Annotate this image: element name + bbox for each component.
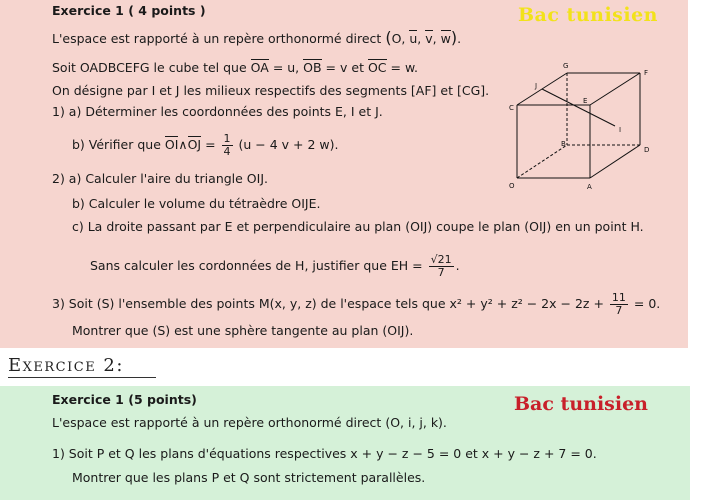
cube-label-d: D <box>644 146 650 154</box>
cube-figure <box>505 60 665 195</box>
exercise2-heading: Exercice 2: <box>8 355 124 376</box>
exercise2-question-1-show: Montrer que les plans P et Q sont strictement parallèles. <box>72 470 426 485</box>
exercise1-title: Exercice 1 ( 4 points ) <box>52 3 206 18</box>
question-2b: b) Calculer le volume du tétraèdre OIJE. <box>72 196 321 211</box>
question-3: 3) Soit (S) l'ensemble des points M(x, y, z) de l'espace tels que x² + y² + z² − 2x − 2z + $\frac{11}{7}$ = 0. <box>52 291 661 317</box>
cube-label-a: A <box>587 183 592 191</box>
question-1a: 1) a) Déterminer les coordonnées des points E, I et J. <box>52 104 383 119</box>
cube-label-e: E <box>583 97 588 105</box>
exercise1-brand: Bac tunisien <box>518 4 658 26</box>
question-2c: c) La droite passant par E et perpendiculaire au plan (OIJ) coupe le plan (OIJ) en un point H. <box>72 219 644 234</box>
cube-label-j: J <box>535 82 538 90</box>
cube-definition: Soit OADBCEFG le cube tel que OA = u, OB = v et OC = w. <box>52 60 419 75</box>
exercise2-brand: Bac tunisien <box>514 393 648 415</box>
exercise2-question-1: 1) Soit P et Q les plans d'équations respectives x + y − z − 5 = 0 et x + y − z + 7 = 0. <box>52 446 597 461</box>
midpoints-text: On désigne par I et J les milieux respectifs des segments [AF] et [CG]. <box>52 83 490 98</box>
question-3-show: Montrer que (S) est une sphère tangente au plan (OIJ). <box>72 323 414 338</box>
question-2c-eh: Sans calculer les cordonnées de H, justifier que EH = $\frac{√21}{7}$ . <box>90 253 460 279</box>
cube-label-g: G <box>563 62 569 70</box>
cube-label-b: B <box>561 140 566 148</box>
cube-label-c: C <box>509 104 514 112</box>
cube-label-f: F <box>644 69 649 77</box>
exercise2-heading-underline <box>8 377 156 378</box>
question-1b: b) Vérifier que OI∧OJ = $\frac{1}{4}$ (u − 4 v + 2 w). <box>72 132 339 158</box>
exercise2-title: Exercice 1 (5 points) <box>52 392 197 407</box>
question-2a: 2) a) Calculer l'aire du triangle OIJ. <box>52 171 268 186</box>
exercise1-intro: L'espace est rapporté à un repère orthonormé direct (O, u, v, w). <box>52 28 462 47</box>
cube-label-i: I <box>619 126 622 134</box>
exercise2-intro: L'espace est rapporté à un repère orthonormé direct (O, i, j, k). <box>52 415 447 430</box>
cube-label-o: O <box>509 182 515 190</box>
